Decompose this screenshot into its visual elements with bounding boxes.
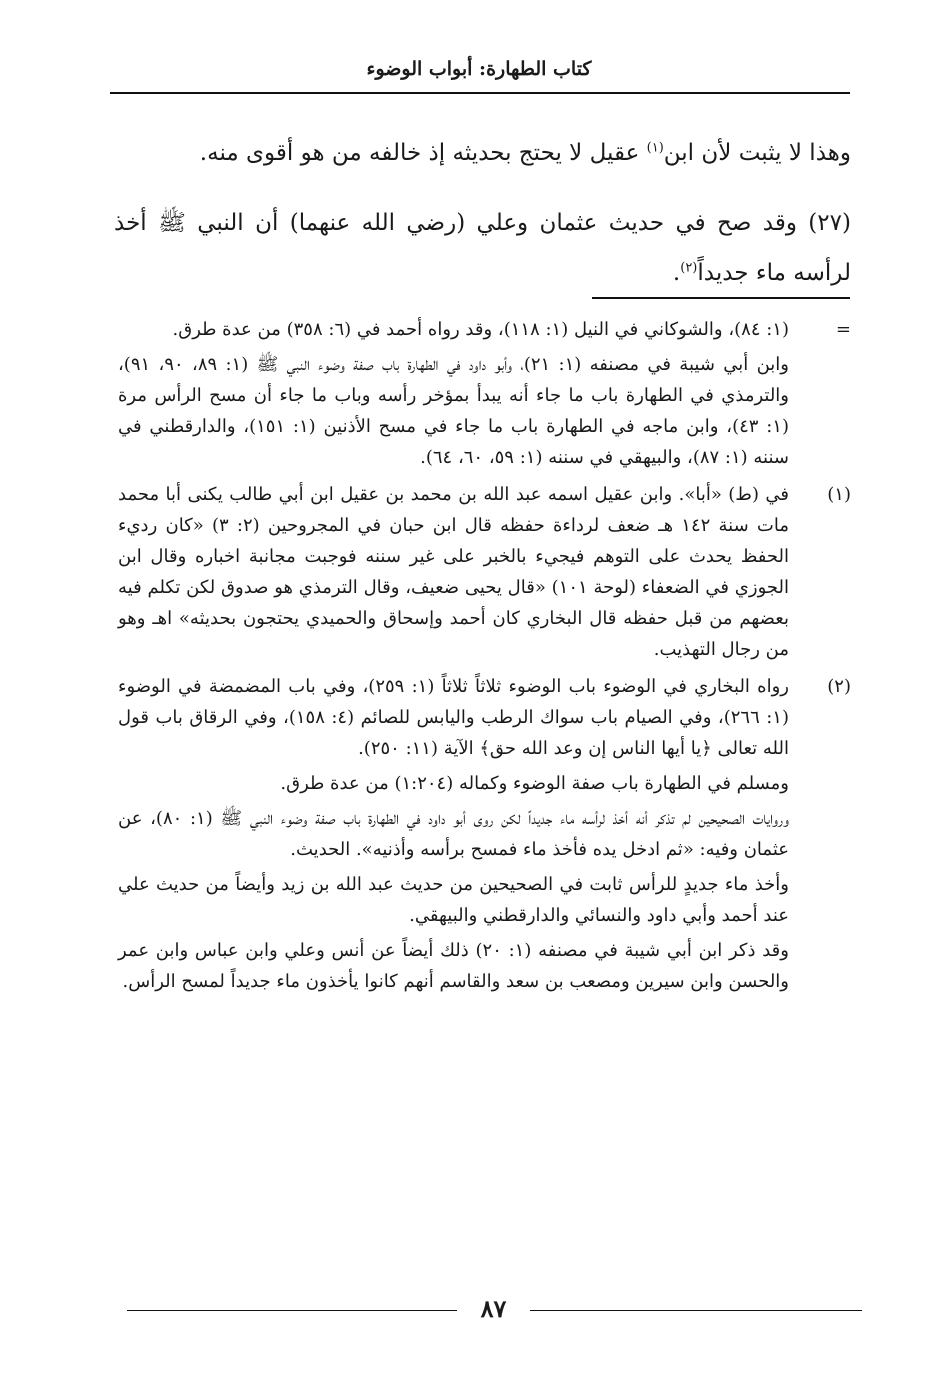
footnotes (118, 314, 851, 1001)
footnote-marker: (١) (827, 484, 851, 505)
footnote-paragraph: في (ط) «أبا». وابن عقيل اسمه عبد الله بن محمد بن عقيل ابن أبي طالب يكنى أبا محمد مات سنة ١٤٢ هـ ضعف لرداءة حفظه قال ابن حبان في المجروحين (٢: ٣) «كان رديء الحفظ يحدث على التوهم فيجيء بالخبر على غير سننه فوجبت مجانبة اخباره وقال ابن الجوزي في الضعفاء (لوحة ١٠١) «قال يحيى ضعيف، وقال الترمذي هو صدوق لكن تكلم فيه بعضهم من قبل حفظه قال البخاري كان أحمد وإسحاق والحميدي يحتجون بحديثه» اهـ وهو من رجال التهذيب. (118, 484, 789, 660)
footnote-2 (118, 671, 851, 997)
footnote-continued (118, 314, 851, 473)
header-rule (110, 92, 850, 94)
main-paragraph-2 (114, 198, 851, 298)
running-header: كتاب الطهارة: أبواب الوضوء (366, 58, 592, 80)
footnote-marker: = (835, 319, 851, 340)
footnote-paragraph: رواه البخاري في الوضوء باب الوضوء ثلاثاً ثلاثاً (١: ٢٥٩)، وفي باب المضمضة في الوضوء (١: ٢٦٦)، وفي الصيام باب سواك الرطب واليابس للصائم (٤: ١٥٨)، وفي الرقاق باب قول الله تعالى ﴿يا أيها الناس إن وعد الله حق﴾ الآية (١١: ٢٥٠). (118, 676, 789, 759)
main-text-run: (٢٧) وقد صح في حديث عثمان وعلي (رضي الله عنهما) أن النبي ﷺ أخذ لرأسه ماء جديداً (114, 210, 851, 286)
footnote-reference[interactable]: (٢) (680, 260, 698, 276)
footnote-marker: (٢) (827, 676, 851, 697)
page-number: ٨٧ (480, 1294, 507, 1323)
footnote-paragraph: (١: ٨٤)، والشوكاني في النيل (١: ١١٨)، وقد رواه أحمد في (٦: ٣٥٨) من عدة طرق. (172, 319, 789, 340)
footer-rule-right (530, 1310, 862, 1311)
footnote-paragraph: وابن أبي شيبة في مصنفه (١: ٢١)، وأبو داود في الطهارة باب صفة وضوء النبي ﷺ (١: ٨٩، ٩٠، ٩١)، والترمذي في الطهارة باب ما جاء أنه يبدأ بمؤخر رأسه وباب ما جاء أن مسح الرأس مرة (١: ٤٣)، وابن ماجه في الطهارة باب ما جاء في مسح الأذنين (١: ١٥١)، والدارقطني في سننه (١: ٨٧)، والبيهقي في سننه (١: ٥٩، ٦٠، ٦٤). (118, 354, 789, 468)
main-text-run: . (672, 260, 681, 286)
main-text-run: وهذا لا يثبت لأن ابن (663, 140, 851, 166)
footnote-reference[interactable]: (١) (646, 140, 664, 156)
footnote-paragraph: وقد ذكر ابن أبي شيبة في مصنفه (١: ٢٠) ذلك أيضاً عن أنس وعلي وابن عباس وابن عمر والحسن وابن سيرين ومصعب بن سعد والقاسم أنهم كانوا يأخذون ماء جديداً لمسح الرأس. (118, 940, 789, 992)
footer-rule-left (127, 1310, 457, 1311)
footnote-paragraph: ومسلم في الطهارة باب صفة الوضوء وكماله (١:٢٠٤) من عدة طرق. (280, 773, 789, 794)
main-text-run: عقيل لا يحتج بحديثه إذ خالفه من هو أقوى منه. (199, 140, 647, 166)
footnote-paragraph: وأخذ ماء جديدٍ للرأس ثابت في الصحيحين من حديث عبد الله بن زيد وأيضاً من حديث علي عند أحمد وأبي داود والنسائي والدارقطني والبيهقي. (118, 874, 789, 926)
footnote-separator (592, 297, 850, 299)
main-paragraph-1 (114, 128, 851, 178)
footnote-paragraph: وروايات الصحيحين لم تذكر أنه أخذ لرأسه ماء جديداً لكن روى أبو داود في الطهارة باب صفة وضوء النبي ﷺ (١: ٨٠)، عن عثمان وفيه: «ثم ادخل يده فأخذ ماء فمسح برأسه وأذنيه». الحديث. (118, 808, 789, 860)
footnote-1 (118, 479, 851, 665)
